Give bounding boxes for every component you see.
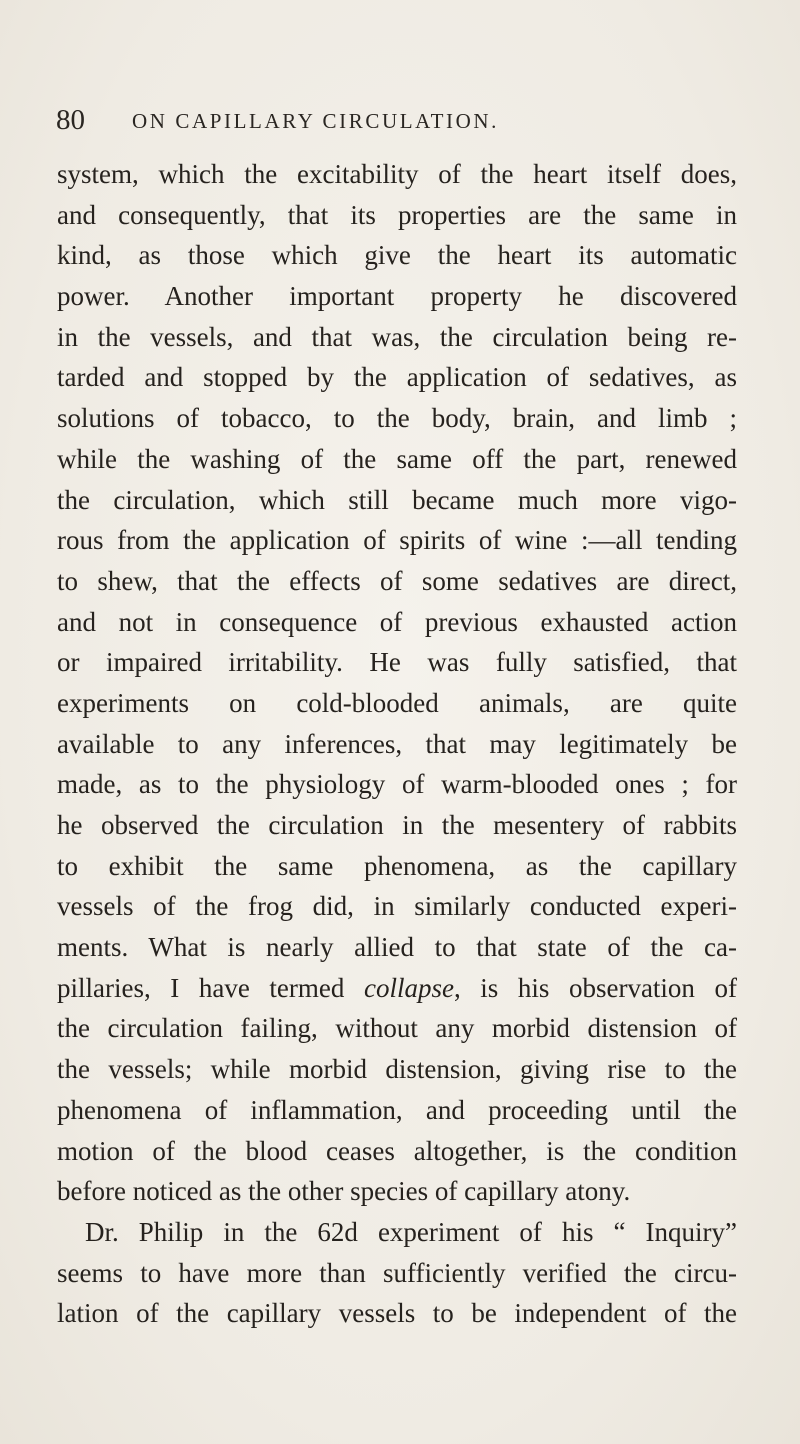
text-line: made, as to the physiology of warm-blooded ones ; for (57, 769, 737, 800)
text-line: rous from the application of spirits of wine :—all tending (57, 525, 737, 556)
text-line: solutions of tobacco, to the body, brain, and limb ; (57, 403, 737, 434)
text-line: the vessels; while morbid distension, giving rise to the (57, 1054, 737, 1085)
text-line: motion of the blood ceases altogether, is the condition (57, 1135, 737, 1166)
text-line: to exhibit the same phenomena, as the capillary (57, 850, 737, 881)
text-line: kind, as those which give the heart its automatic (57, 240, 737, 271)
text-line: lation of the capillary vessels to be independent of the (57, 1298, 737, 1329)
italic-term-collapse: collapse (363, 972, 454, 1003)
page-number: 80 (56, 104, 85, 136)
text-line: power. Another important property he discovered (57, 281, 737, 312)
text-line: vessels of the frog did, in similarly conducted experi- (57, 891, 737, 922)
running-head: ON CAPILLARY CIRCULATION. (132, 109, 499, 133)
text-line: or impaired irritability. He was fully satisfied, that (57, 647, 737, 678)
text-line: and consequently, that its properties are the same in (57, 199, 737, 230)
paragraph-end-line: before noticed as the other species of capillary atony. (57, 1176, 631, 1207)
text-line: experiments on cold-blooded animals, are quite (57, 687, 737, 718)
text-line: ments. What is nearly allied to that state of the ca- (57, 932, 737, 963)
text-segment: pillaries, I have termed (57, 972, 364, 1003)
text-line: the circulation, which still became much more vigo- (57, 484, 737, 515)
paragraph-start-line: Dr. Philip in the 62d experiment of his “ Inquiry” (85, 1216, 737, 1247)
text-line: system, which the excitability of the heart itself does, (57, 159, 737, 189)
text-line: he observed the circulation in the mesentery of rabbits (57, 810, 737, 840)
text-line: seems to have more than sufficiently verified the circu- (57, 1257, 737, 1288)
page-header (56, 104, 756, 144)
text-line: available to any inferences, that may legitimately be (57, 728, 737, 759)
text-line: and not in consequence of previous exhausted action (57, 606, 737, 637)
body-text (57, 154, 737, 1334)
text-segment: , is his observation of (453, 972, 737, 1003)
text-line: tarded and stopped by the application of sedatives, as (57, 362, 737, 393)
text-line: while the washing of the same off the part, renewed (57, 443, 737, 474)
text-line: phenomena of inflammation, and proceeding until the (57, 1094, 737, 1125)
text-line: to shew, that the effects of some sedatives are direct, (57, 565, 737, 596)
text-line: in the vessels, and that was, the circulation being re- (57, 321, 737, 352)
text-line-with-emphasis (57, 968, 737, 1009)
text-line: the circulation failing, without any morbid distension of (57, 1013, 737, 1044)
